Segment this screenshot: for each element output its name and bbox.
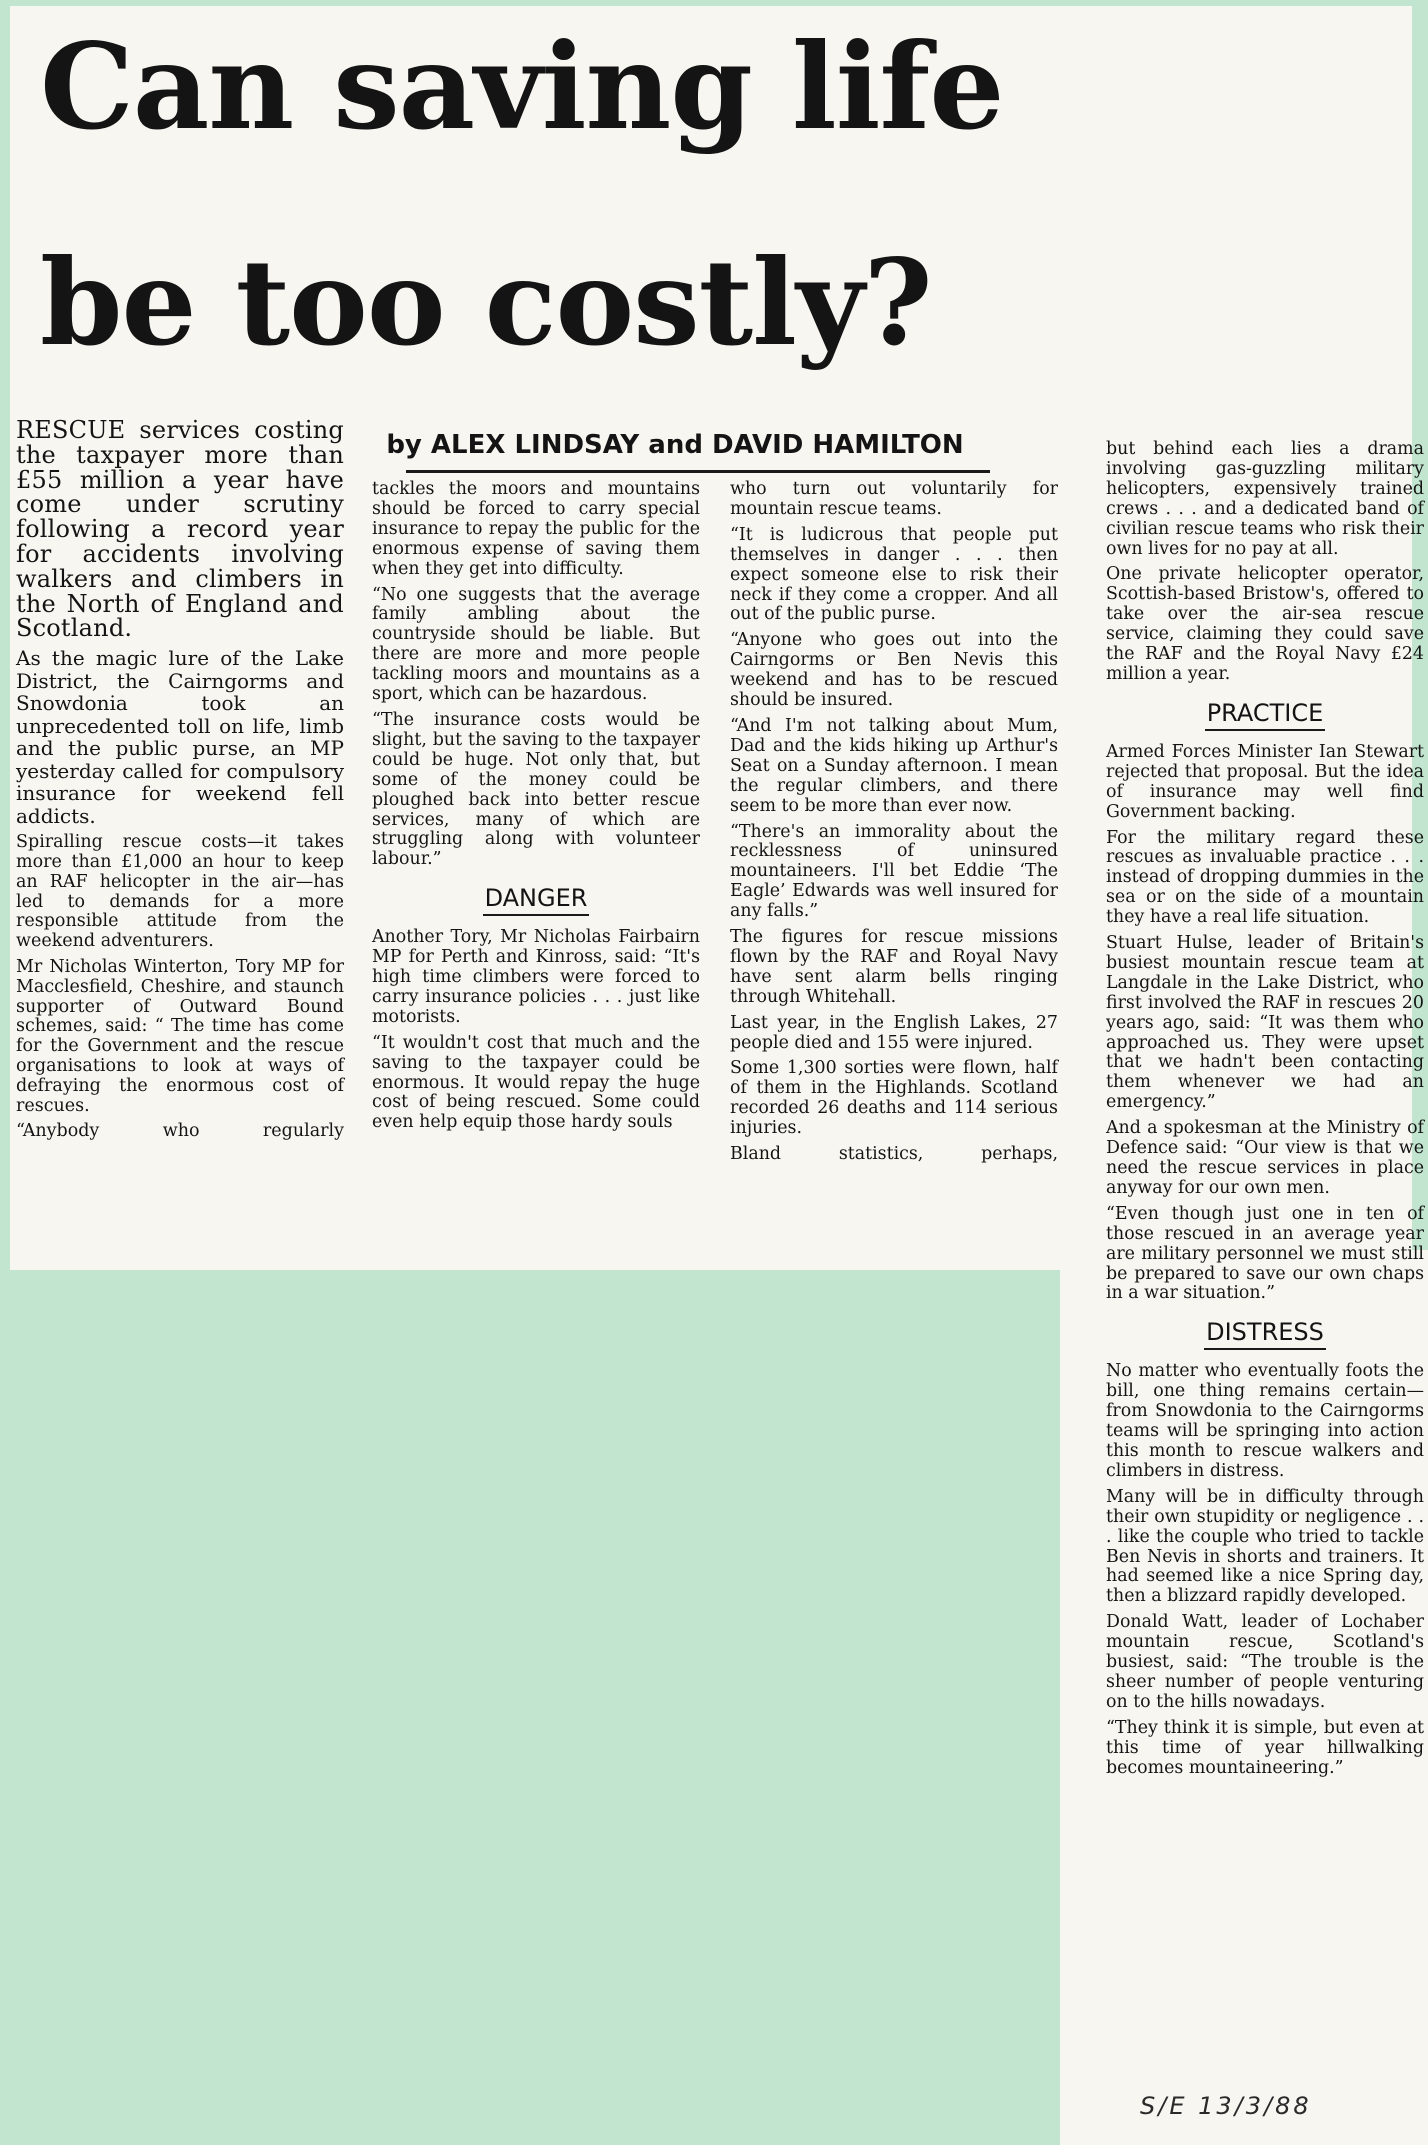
byline: by ALEX LINDSAY and DAVID HAMILTON [386, 430, 964, 460]
paragraph: The figures for rescue missions flown by the RAF and Royal Navy have sent alarm bells ringing through Whitehall. [730, 927, 1058, 1007]
paragraph: “No one suggests that the average family ambling about the countryside should be liable. But there are more and more people tackling moors and mountains as a sport, which can be hazardous. [372, 584, 700, 705]
paragraph: RESCUE services costing the taxpayer more than £55 million a year have come under scrutiny following a record year for accidents involving walkers and climbers in the North of England and Scotland. [16, 416, 344, 643]
paragraph: Many will be in difficulty through their own stupidity or negligence . . . like the couple who tried to tackle Ben Nevis in shorts and trainers. It had seemed like a nice Spring day, then a blizzard rapidly developed. [1106, 1486, 1424, 1607]
paragraph: who turn out voluntarily for mountain rescue teams. [730, 479, 1058, 519]
paragraph: Mr Nicholas Winterton, Tory MP for Macclesfield, Cheshire, and staunch supporter of Outward Bound schemes, said: “ The time has come for the Government and the rescue organisations to look at ways of defraying the enormous cost of rescues. [16, 956, 344, 1116]
subhead-distress [1106, 1318, 1424, 1350]
paragraph: Donald Watt, leader of Lochaber mountain rescue, Scotland's busiest, said: “The trouble is the sheer number of people venturing on to the hills nowadays. [1106, 1612, 1424, 1712]
handwritten-date-stamp: S/E 13/3/88 [1140, 2092, 1312, 2120]
subhead-danger-text: DANGER [483, 884, 590, 916]
column-1 [16, 418, 344, 1148]
column-2 [372, 480, 700, 1139]
paragraph: but behind each lies a drama involving gas-guzzling military helicopters, expensively trained crews . . . and a dedicated band of civilian rescue teams who risk their own lives for no pay at all. [1106, 439, 1424, 559]
paragraph: “It is ludicrous that people put themselves in danger . . . then expect someone else to risk their neck if they come a cropper. And all out of the public purse. [730, 524, 1058, 625]
paragraph: Another Tory, Mr Nicholas Fairbairn MP for Perth and Kinross, said: “It's high time climbers were forced to carry insurance policies . . . just like motorists. [372, 927, 700, 1027]
subhead-practice-text: PRACTICE [1205, 699, 1326, 731]
subhead-danger [372, 884, 700, 916]
paragraph: And a spokesman at the Ministry of Defence said: “Our view is that we need the rescue services in place anyway for our own men. [1106, 1118, 1424, 1198]
paragraph: “The insurance costs would be slight, but the saving to the taxpayer could be huge. Not only that, but some of the money could be ploughed back into better rescue services, many of which are struggling along with volunteer labour.” [372, 709, 700, 870]
subhead-distress-text: DISTRESS [1204, 1318, 1326, 1350]
paragraph: One private helicopter operator, Scottish-based Bristow's, offered to take over the air-sea rescue service, claiming they could save the RAF and the Royal Navy £24 million a year. [1106, 564, 1424, 684]
subhead-practice [1106, 699, 1424, 731]
paragraph: Stuart Hulse, leader of Britain's busiest mountain rescue team at Langdale in the Lake District, who first involved the RAF in rescues 20 years ago, said: “It was them who approached us. They were upset that we hadn't been contacting them whenever we had an emergency.” [1106, 933, 1424, 1113]
paragraph: “Anyone who goes out into the Cairngorms or Ben Nevis this weekend and has to be rescued should be insured. [730, 630, 1058, 711]
paragraph: tackles the moors and mountains should be forced to carry special insurance to repay the public for the enormous expense of saving them when they get into difficulty. [372, 479, 700, 579]
column-3 [730, 480, 1058, 1171]
paragraph: “They think it is simple, but even at this time of year hillwalking becomes mountaineering.” [1106, 1717, 1424, 1778]
paragraph: “It wouldn't cost that much and the saving to the taxpayer could be enormous. It would repay the huge cost of being rescued. Some could even help equip those hardy souls [372, 1032, 700, 1133]
paragraph: Last year, in the English Lakes, 27 people died and 155 were injured. [730, 1012, 1058, 1053]
byline-rule [406, 470, 990, 473]
headline-line-1: Can saving life [40, 17, 1004, 156]
paragraph: “Anybody who regularly [16, 1121, 344, 1142]
paragraph: “And I'm not talking about Mum, Dad and the kids hiking up Arthur's Seat on a Sunday afternoon. I mean the regular climbers, and there seem to be more than ever now. [730, 715, 1058, 816]
paragraph: For the military regard these rescues as invaluable practice . . . instead of dropping dummies in the sea or on the side of a mountain they have a real life situation. [1106, 827, 1424, 928]
column-4 [1106, 440, 1424, 1784]
paragraph: Some 1,300 sorties were flown, half of them in the Highlands. Scotland recorded 26 deaths and 114 serious injuries. [730, 1058, 1058, 1139]
paragraph: “Even though just one in ten of those rescued in an average year are military personnel we must still be prepared to save our own chaps in a war situation.” [1106, 1203, 1424, 1304]
paragraph: No matter who eventually foots the bill, one thing remains certain—from Snowdonia to the Cairngorms teams will be springing into action this month to rescue walkers and climbers in distress. [1106, 1361, 1424, 1481]
paragraph: Armed Forces Minister Ian Stewart rejected that proposal. But the idea of insurance may well find Government backing. [1106, 741, 1424, 822]
paragraph: Bland statistics, perhaps, [730, 1144, 1058, 1165]
headline-line-2: be too costly? [40, 233, 932, 372]
paragraph: As the magic lure of the Lake District, the Cairngorms and Snowdonia took an unprecedented toll on life, limb and the public purse, an MP yesterday called for compulsory insurance for weekend fell addicts. [16, 646, 344, 828]
paragraph: Spiralling rescue costs—it takes more than £1,000 an hour to keep an RAF helicopter in the air—has led to demands for a more responsible attitude from the weekend adventurers. [16, 832, 344, 952]
paragraph: “There's an immorality about the recklessness of uninsured mountaineers. I'll bet Eddie ‘The Eagle’ Edwards was well insured for any falls.” [730, 821, 1058, 922]
